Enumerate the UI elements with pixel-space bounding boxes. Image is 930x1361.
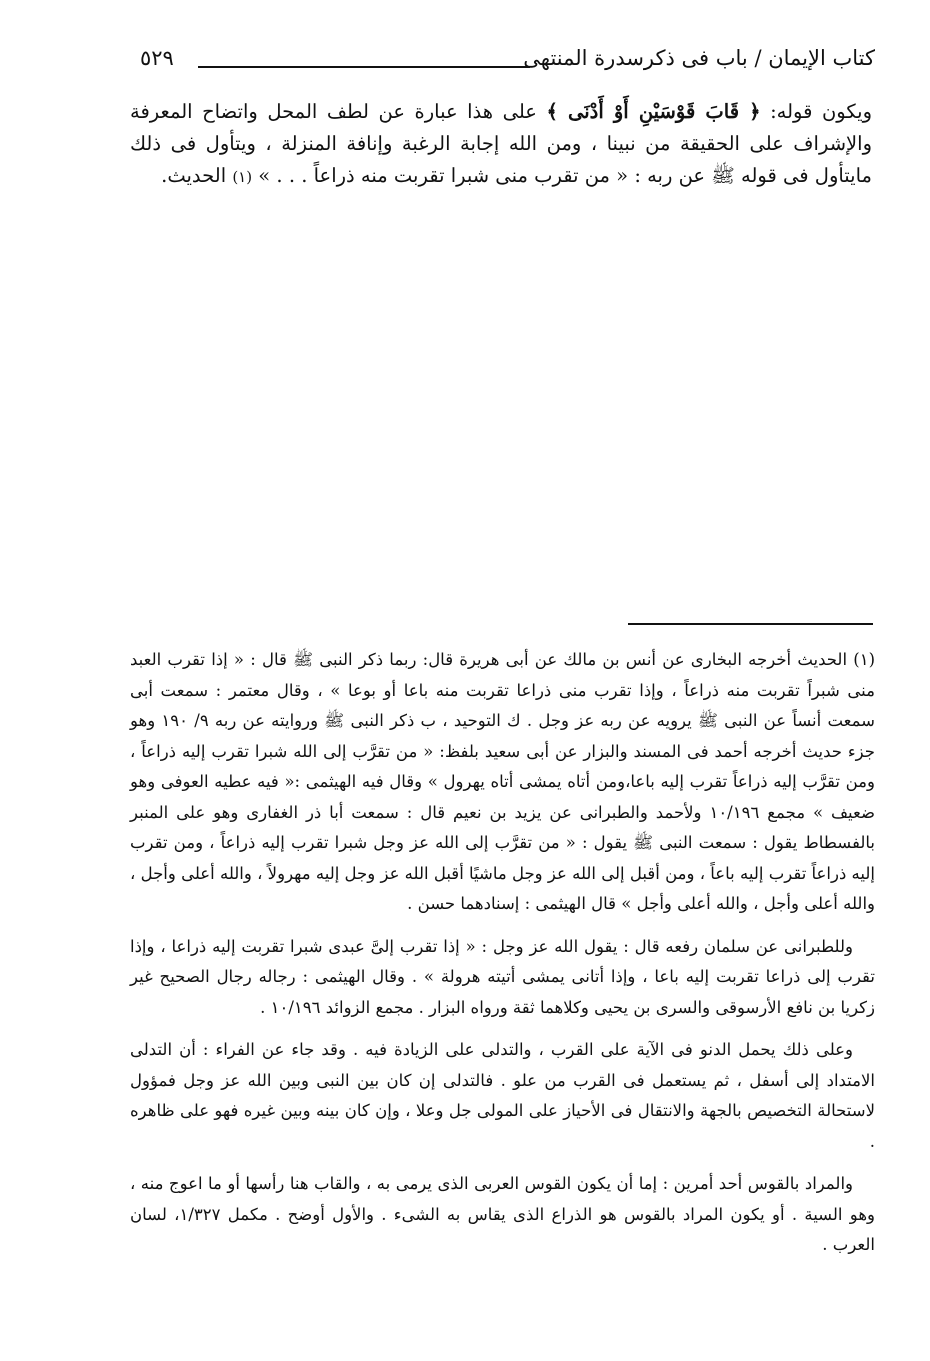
main-text-intro: ويكون قوله:	[760, 100, 872, 123]
running-header	[140, 44, 875, 84]
main-text-end: الحديث.	[161, 164, 233, 187]
chapter-title: كتاب الإيمان / باب فى ذكرسدرة المنتهى	[523, 46, 875, 70]
footnote-1: (١) الحديث أخرجه البخارى عن أنس بن مالك عن أبى هريرة قال: ربما ذكر النبى ﷺ قال : « إذا تقرب العبد منى شبراً تقربت منه ذراعاً ، وإذا تقرب منى ذراعا تقربت منه باعا أو بوعا » ، وقال معتمر : سمعت أبى سمعت أنساً عن النبى ﷺ يرويه عن ربه عز وجل . ك التوحيد ، ب ذكر النبى ﷺ وروايته عن ربه ٩/ ١٩٠ وهو جزء حديث أخرجه أحمد فى المسند والبزار عن أبى سعيد بلفظ: « من تقرَّب إلى الله شبرا تقرب إليه ذراعاً ، ومن تقرَّب إليه ذراعاً تقرب إليه باعا،ومن أتاه يمشى أتاه يهرول » وقال فيه الهيثمى :« فيه عطيه العوفى وهو ضعيف » مجمع ١٠/١٩٦ ولأحمد والطبرانى عن يزيد بن نعيم قال : سمعت أبا ذر الغفارى وهو على المنبر بالفسطاط يقول : سمعت النبى ﷺ يقول : « من تقرَّب إلى الله عز وجل شبرا تقرب إليه ذراعاً ، ومن تقرب إليه ذراعاً تقرب إليه باعاً ، ومن أقبل إلى الله عز وجل ماشيًا أقبل الله عز وجل إليه مهرولاً ، والله أعلى وأجل ، والله أعلى وأجل ، والله أعلى وأجل » قال الهيثمى : إسنادهما حسن .	[130, 650, 876, 913]
footnote-reference: (١)	[232, 168, 253, 186]
footnotes	[130, 645, 875, 1273]
footnote-separator	[628, 623, 873, 625]
page-number: ٥٢٩	[140, 46, 174, 70]
footnote-paragraph: وللطبرانى عن سلمان رفعه قال : يقول الله عز وجل : « إذا تقرب إلىَّ عبدى شبرا تقربت إليه ذراعا ، وإذا تقرب إلى ذراعا تقربت إليه باعا ، وإذا أتانى يمشى أتيته هرولة » . وقال الهيثمى : رجاله رجال الصحيح غير زكريا بن نافع الأرسوقى والسرى بن يحيى وكلاهما ثقة ورواه البزار . مجمع الزوائد ١٠/١٩٦ .	[130, 936, 875, 1017]
main-text	[130, 96, 872, 193]
footnote-paragraph: وعلى ذلك يحمل الدنو فى الآية على القرب ، والتدلى على الزيادة فيه . وقد جاء عن الفراء : أن التدلى الامتداد إلى أسفل ، ثم يستعمل فى القرب من علو . فالتدلى إن كان بين النبى وبين الله عز وجل فمؤول لاستحالة التخصيص بالجهة والانتقال فى الأحياز على المولى جل وعلا ، وإن كان بينه وبين غيره فهو على ظاهره .	[130, 1040, 875, 1151]
footnote-paragraph: والمراد بالقوس أحد أمرين : إما أن يكون القوس العربى الذى يرمى به ، والقاب هنا رأسها أو ما اعوج منه ، وهو السية . أو يكون المراد بالقوس هو الذراع الذى يقاس به الشىء . والأول أوضح . مكمل ١/٣٢٧، لسان العرب .	[130, 1174, 875, 1254]
main-text-body: على هذا عبارة عن لطف المحل واتضاح المعرفة والإشراف على الحقيقة من نبينا ، ومن الله إجابة الرغبة وإنافة المنزلة ، ويتأول فى ذلك مايتأول فى قوله ﷺ عن ربه : « من تقرب منى شبرا تقربت منه ذراعاً . . . »	[130, 100, 872, 187]
main-paragraph	[130, 96, 872, 193]
header-rule	[198, 66, 530, 68]
quran-quote: ﴿ قَابَ قَوْسَيْنِ أَوْ أَدْنَى ﴾	[546, 100, 761, 123]
